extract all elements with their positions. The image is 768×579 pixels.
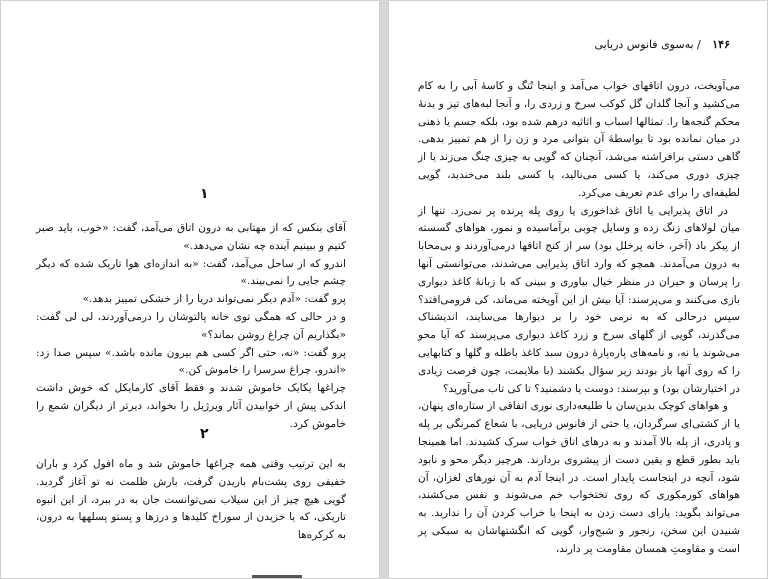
paragraph: پرو گفت: «آدم دیگر نمی‌تواند دریا را از خشکی تمییز بدهد.»	[82, 293, 346, 306]
left-section-1-body	[36, 220, 346, 434]
page-edge-mark	[252, 575, 302, 578]
left-section-2-body	[36, 456, 346, 545]
running-head-separator: /	[697, 38, 701, 51]
paragraph: اندرو که از ساحل می‌آمد، گفت: «به اندازه‌ای هوا تاریک شده که دیگر چشم جایی را نمی‌بیند.»	[36, 257, 346, 288]
paragraph: می‌آویخت، درون اتاقهای خواب می‌آمد و اینجا تُنگ و کاسهٔ آبی را به کام می‌کشید و آنجا گلدان گل کوکب سرخ و زردی را، و آنجا لبه‌های تیز و بدنهٔ محکم گنجه‌ها را. تمثالها اسباب و اثاثیه درهم شده بود، بلکه جسم یا ذهنی در میان نمانده بود تا بواسطهٔ آن بتوانی مرد و زن را از هم تمییز بدهی. گاهی دستی برافراشته می‌شد، آنچنان که گویی به چیزی چنگ می‌زند یا از چیزی دوری می‌کند، یا کسی می‌نالید، یا کسی بلند می‌خندید، گویی لطیفه‌ای را برای عدم تعریف می‌کرد.	[418, 80, 740, 199]
page-number: ۱۴۶	[712, 38, 730, 51]
section-number-2: ۲	[200, 426, 209, 442]
paragraph: و در حالی که همگی توی خانه پالتوشان را درمی‌آوردند، لی لی گفت: «بگذاریم آن چراغ روشن بماند؟»	[36, 310, 346, 341]
paragraph: پرو گفت: «نه، حتی اگر کسی هم بیرون مانده باشد.» سپس صدا زد: «اندرو، چراغ سرسرا را خاموش کن.»	[36, 346, 346, 377]
paragraph: و هواهای کوچک بدین‌سان با طلیعه‌داری نوری اتفاقی از ستاره‌ای پنهان، یا از کشتی‌ای سرگردان، یا حتی از فانوس دریایی، با شعاع کمرنگی بر پله و پادری، از پله بالا آمدند و به درهای اتاق خواب سرک کشیدند. اما همینجا باید بطور قطع و یقین دست از پیشروی بردارند. هرچیز دیگر محو و نابود شود، آنچه در اینجاست پایدار است. در اینجا آدم به آن نورهای لغزان، آن هواهای کورمکوری که روی تختخواب خم می‌شوند و نفس می‌کشند، می‌تواند بگوید: یارای دست زدن به اینجا یا خراب کردن آن را ندارید. به شنیدن این سخن، رنجور و شبح‌وار، گویی که انگشتهاشان به سبکی پر است و مقاومتِ همسان مقاومت پر دارند،	[418, 400, 740, 555]
section-number-1: ۱	[200, 186, 209, 202]
running-head	[420, 38, 730, 52]
paragraph: آقای بنکس که از مهتابی به درون اتاق می‌آمد، گفت: «خوب، باید صبر کنیم و ببینیم آینده چه نشان می‌دهد.»	[36, 222, 346, 252]
paragraph: چراغها یکایک خاموش شدند و فقط آقای کارمایکل که خوش داشت اندکی پیش از خوابیدن آثار ویرژیل را بخواند، دیرتر از دیگران شمع را خاموش کرد.	[36, 382, 346, 430]
book-gutter	[380, 0, 388, 579]
right-page-body	[418, 78, 740, 559]
paragraph: در اتاق پذیرایی یا اتاق غذاخوری یا روی پله پرنده پر نمی‌زد. تنها از میان لولاهای زنگ زده و وسایل چوبی برآماسیده و نمور، هواهای گسسته از پیکر باد (آخر، خانه پرخلل بود) سر از کنج اتاقها درمی‌آوردند و بی‌محابا به درون می‌آمدند. همچو که وارد اتاق پذیرایی می‌شدند، می‌توانستی آنها را پرسان و حیران در منظر خیال بیاوری و ببینی که با زبانهٔ کاغذ دیواری بازی می‌کنند و می‌پرسند: آیا بیش از این آویخته می‌ماند، کی فرومی‌افتد؟ سپس درحالی که به نرمی خود را بر دیوارها می‌سایند، اندیشناک می‌گذرند، گویی از گلهای سرخ و زرد کاغذ دیواری می‌پرسند که آیا محو می‌شوند یا نه، و نامه‌های پاره‌پارهٔ درون سبد کاغذ باطله و گلها و کتابهایی را که روی آنها باز بودند زیر سؤال بکشند (با ملایمت، چون فرصت زیادی در اختیارشان بود) و بپرسند: دوست یا دشمنید؟ تا کی تاب می‌آورید؟	[418, 204, 740, 395]
paragraph: به این ترتیب وقتی همه چراغها خاموش شد و ماه افول کرد و باران خفیفی روی پشت‌بام باریدن گرفت، بارش ظلمت نه تو آغاز گردید. گویی هیچ چیز از این سیلاب نمی‌توانست جان به در ببرد، از این انبوه تاریکی، که یا خزیدن از سوراخ کلیدها و درزها و پستو پسلهها به درون، به کرکره‌ها	[36, 458, 346, 542]
running-title: به‌سوی فانوس دریایی	[594, 38, 694, 51]
